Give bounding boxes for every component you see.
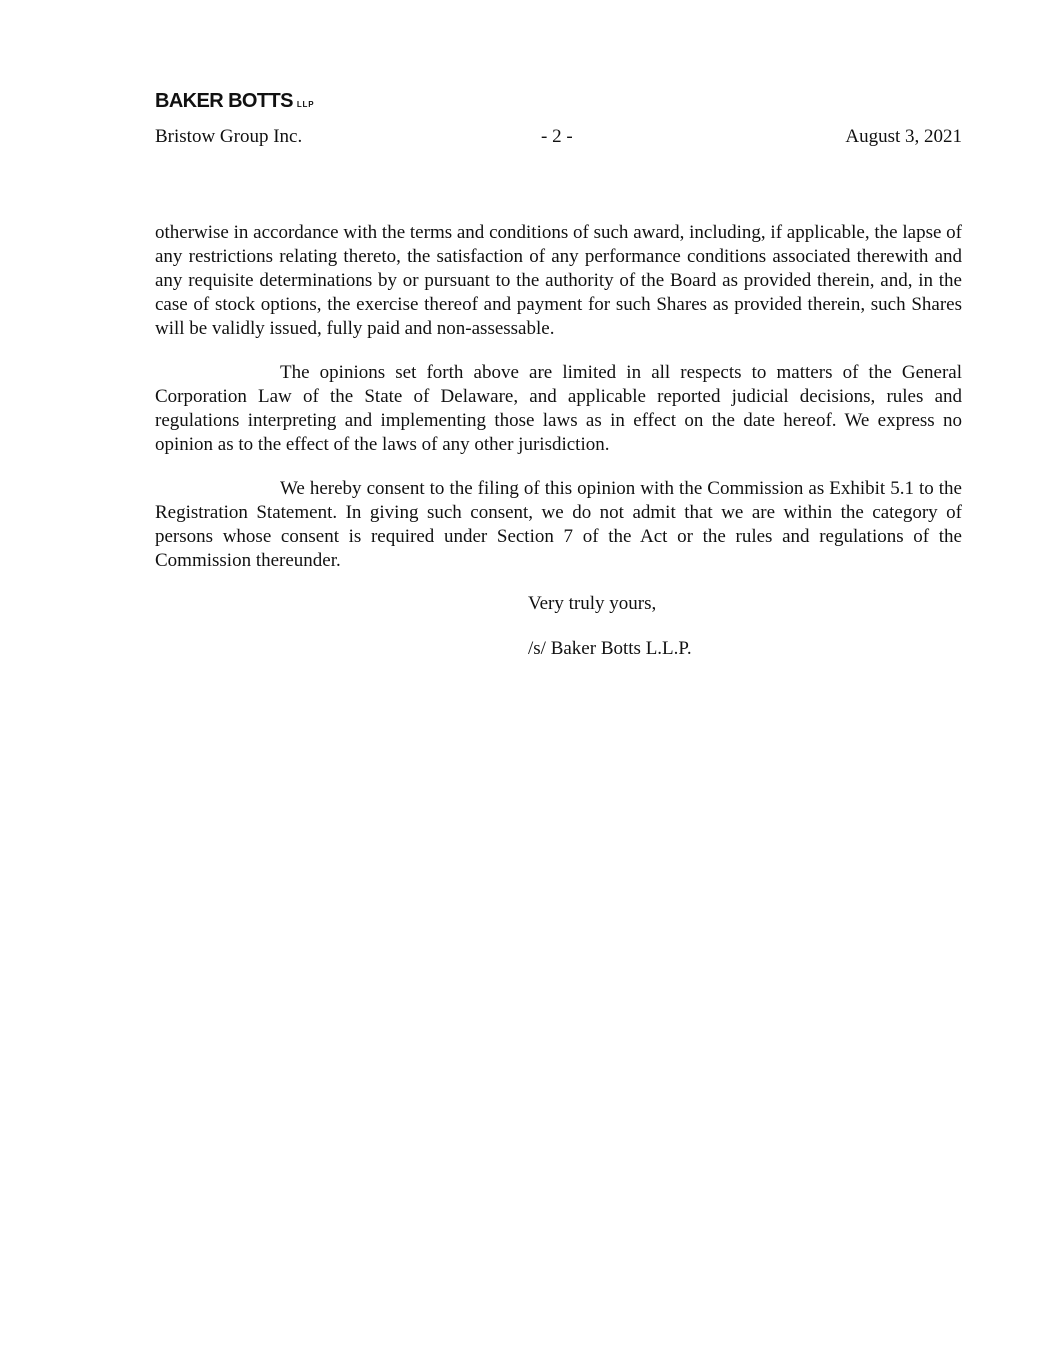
firm-name: BAKER BOTTS <box>155 90 293 112</box>
closing-signature: /s/ Baker Botts L.L.P. <box>528 638 692 659</box>
header-page-number: - 2 - <box>541 126 573 147</box>
letter-closing <box>528 592 692 661</box>
letter-body <box>155 221 962 593</box>
header-date: August 3, 2021 <box>845 126 962 147</box>
paragraph-opinion-scope: The opinions set forth above are limited in all respects to matters of the General Corporation Law of the State of Delaware, and applicable reported judicial decisions, rules and regulations interpreting and implementing those laws as in effect on the date hereof. We express no opinion as to the effect of the laws of any other jurisdiction. <box>155 362 962 455</box>
closing-salutation: Very truly yours, <box>528 593 657 614</box>
header-client: Bristow Group Inc. <box>155 126 303 147</box>
paragraph-consent: We hereby consent to the filing of this opinion with the Commission as Exhibit 5.1 to the Registration Statement. In giving such consent, we do not admit that we are within the category of persons whose consent is required under Section 7 of the Act or the rules and regulations of the Commission thereunder. <box>155 478 962 571</box>
paragraph-continuation: otherwise in accordance with the terms and conditions of such award, including, if applicable, the lapse of any restrictions relating thereto, the satisfaction of any performance conditions associated therewith and any requisite determinations by or pursuant to the authority of the Board as provided therein, and, in the case of stock options, the exercise thereof and payment for such Shares as provided therein, such Shares will be validly issued, fully paid and non-assessable. <box>155 222 962 339</box>
page-header <box>155 126 962 150</box>
firm-logo <box>155 90 314 113</box>
firm-suffix: LLP <box>296 100 315 109</box>
